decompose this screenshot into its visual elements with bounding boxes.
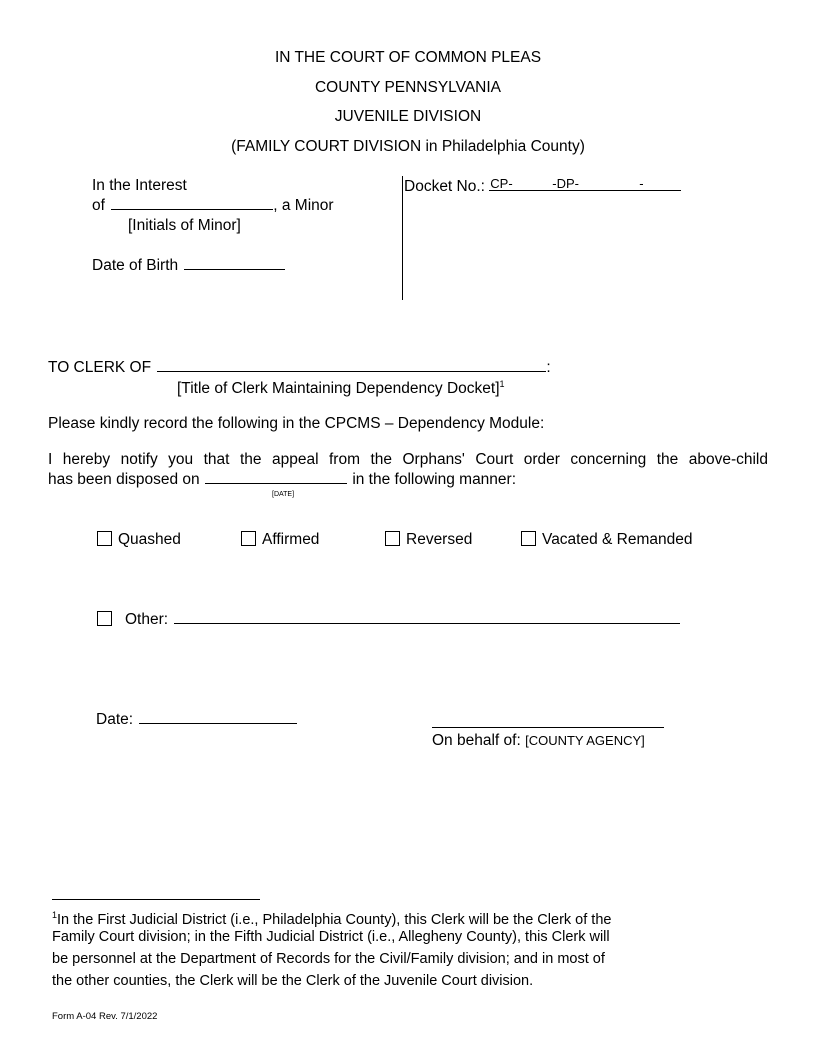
in-the-interest-label: In the Interest xyxy=(92,177,187,194)
clerk-title-hint xyxy=(177,379,505,398)
vacated-label: Vacated & Remanded xyxy=(542,531,693,548)
docket-label: Docket No.: xyxy=(404,178,485,195)
to-clerk-label: TO CLERK OF xyxy=(48,359,152,376)
notify-line-1: I hereby notify you that the appeal from the Orphans' Court order concerning the above-child xyxy=(48,451,768,468)
quashed-checkbox[interactable] xyxy=(97,531,112,546)
other-checkbox[interactable] xyxy=(97,611,112,626)
to-clerk-line xyxy=(48,359,551,377)
clerk-title-field[interactable] xyxy=(157,371,546,372)
disposed-label: has been disposed on xyxy=(48,471,200,488)
dob-line xyxy=(92,257,285,275)
manner-label: in the following manner: xyxy=(352,471,517,488)
signature-date-field[interactable] xyxy=(139,723,297,724)
family-court-title: (FAMILY COURT DIVISION in Philadelphia County) xyxy=(231,138,585,155)
affirmed-checkbox[interactable] xyxy=(241,531,256,546)
initials-hint: [Initials of Minor] xyxy=(128,217,241,234)
form-id: Form A-04 Rev. 7/1/2022 xyxy=(52,1011,158,1022)
on-behalf-label: On behalf of: xyxy=(432,732,521,749)
docket-cp: CP- xyxy=(490,176,513,191)
vacated-checkbox[interactable] xyxy=(521,531,536,546)
docket-dash: - xyxy=(639,176,644,191)
clerk-title-label: [Title of Clerk Maintaining Dependency Docket] xyxy=(177,380,500,398)
record-instruction: Please kindly record the following in the CPCMS – Dependency Module: xyxy=(48,415,545,432)
court-title: IN THE COURT OF COMMON PLEAS xyxy=(274,49,542,66)
other-label: Other: xyxy=(125,611,169,628)
of-label: of xyxy=(92,197,105,214)
date-hint: [DATE] xyxy=(272,491,295,498)
disposed-date-field[interactable] xyxy=(205,483,347,484)
notify-line-2 xyxy=(48,471,516,489)
footnote-separator xyxy=(52,899,260,901)
dob-label: Date of Birth xyxy=(92,257,179,274)
option-affirmed[interactable] xyxy=(241,531,319,549)
footnote-line-4: the other counties, the Clerk will be the Clerk of the Juvenile Court division. xyxy=(52,973,534,989)
footnote-ref: 1 xyxy=(499,379,505,389)
dob-field[interactable] xyxy=(184,269,285,270)
footnote-text-1: In the First Judicial District (i.e., Philadelphia County), this Clerk will be the Clerk of the xyxy=(57,911,612,928)
county-agency-label: [COUNTY AGENCY] xyxy=(525,733,645,748)
signature-line[interactable] xyxy=(432,726,664,728)
caption-divider xyxy=(402,176,403,300)
docket-line xyxy=(404,175,681,196)
option-quashed[interactable] xyxy=(97,531,181,549)
division-title: JUVENILE DIVISION xyxy=(334,108,482,125)
signature-date-label: Date: xyxy=(96,711,134,728)
docket-dp: -DP- xyxy=(552,176,580,191)
footnote-line-3: be personnel at the Department of Records for the Civil/Family division; and in most of xyxy=(52,951,605,967)
other-field[interactable] xyxy=(174,623,680,624)
option-reversed[interactable] xyxy=(385,531,472,549)
minor-line xyxy=(92,197,334,215)
minor-initials-field[interactable] xyxy=(111,209,273,210)
county-title: COUNTY PENNSYLVANIA xyxy=(314,79,502,96)
clerk-colon: : xyxy=(546,359,551,376)
docket-field[interactable] xyxy=(489,175,681,191)
footnote-line-2: Family Court division; in the Fifth Judicial District (i.e., Allegheny County), this Clerk will xyxy=(52,929,610,945)
option-vacated[interactable] xyxy=(521,531,693,549)
signature-date-line xyxy=(96,711,297,729)
reversed-label: Reversed xyxy=(406,531,473,548)
affirmed-label: Affirmed xyxy=(262,531,320,548)
footnote-mark: 1 xyxy=(52,910,58,920)
a-minor-label: , a Minor xyxy=(273,197,334,214)
on-behalf-line xyxy=(432,732,645,750)
quashed-label: Quashed xyxy=(118,531,181,548)
reversed-checkbox[interactable] xyxy=(385,531,400,546)
option-other xyxy=(97,611,680,629)
